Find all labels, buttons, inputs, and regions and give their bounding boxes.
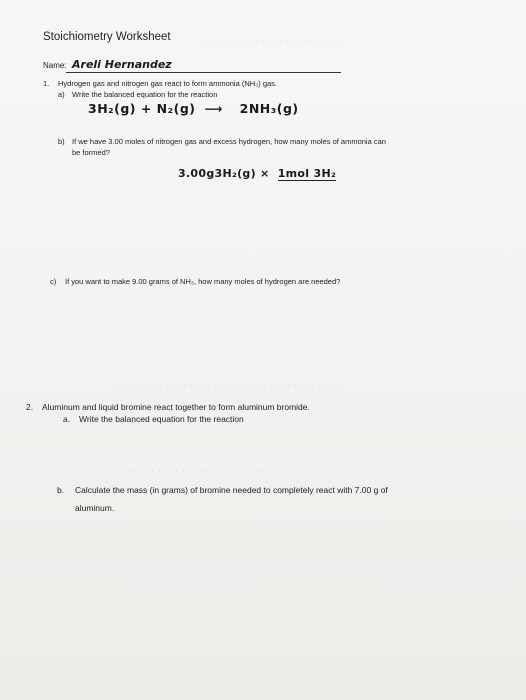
question-1b-text-line1: If we have 3.00 moles of nitrogen gas and excess hydrogen, how many moles of ammonia can: [72, 137, 386, 146]
question-2a-text: Write the balanced equation for the reaction: [79, 414, 244, 424]
question-2b-label: b.: [57, 485, 65, 495]
answer-1a-products: 2NH₃(g): [239, 101, 299, 116]
question-2b-text-line1: Calculate the mass (in grams) of bromine needed to completely react with 7.00 g of: [75, 485, 388, 495]
question-1a-text: Write the balanced equation for the reaction: [72, 90, 218, 99]
question-2b-text-line2: aluminum.: [75, 503, 115, 513]
name-label: Name:: [43, 61, 67, 70]
answer-1b-given: 3.00g3H₂(g) ×: [178, 167, 270, 180]
question-2a-label: a.: [63, 414, 71, 424]
question-1a-label: a): [58, 90, 65, 99]
question-1b-text-line2: be formed?: [72, 148, 110, 157]
name-underline: [66, 72, 341, 73]
reaction-arrow: ⟶: [204, 101, 223, 116]
answer-1a-reactants: 3H₂(g) + N₂(g): [88, 101, 196, 116]
bleed-through-text: · · · · · · · · · · · · · · · · · · · · · · ·: [200, 36, 338, 47]
question-2-prompt: Aluminum and liquid bromine react together to form aluminum bromide.: [42, 402, 310, 412]
question-1-number: 1.: [43, 79, 50, 88]
student-name: Areli Hernandez: [72, 58, 172, 71]
answer-1b-conversion-factor: 1mol 3H₂: [277, 167, 337, 180]
question-1c-text: If you want to make 9.00 grams of NH₃, how many moles of hydrogen are needed?: [65, 277, 341, 286]
question-1-prompt: Hydrogen gas and nitrogen gas react to form ammonia (NH₃) gas.: [58, 79, 277, 88]
question-1b-label: b): [58, 137, 65, 146]
question-1c-label: c): [50, 277, 57, 286]
answer-1a-equation: [88, 101, 299, 116]
question-2-number: 2.: [26, 402, 34, 412]
bleed-through-text: · · · · · · · · · · · · · · · · · · · · · · · · · · · · · ·: [90, 466, 271, 477]
answer-1b-work: [178, 167, 336, 180]
worksheet-title: Stoichiometry Worksheet: [43, 31, 171, 43]
bleed-through-text: · · · · · · · · · · · · · · · · · · · · · · · · · · · · · · · · · · · · · · ·: [110, 380, 346, 391]
